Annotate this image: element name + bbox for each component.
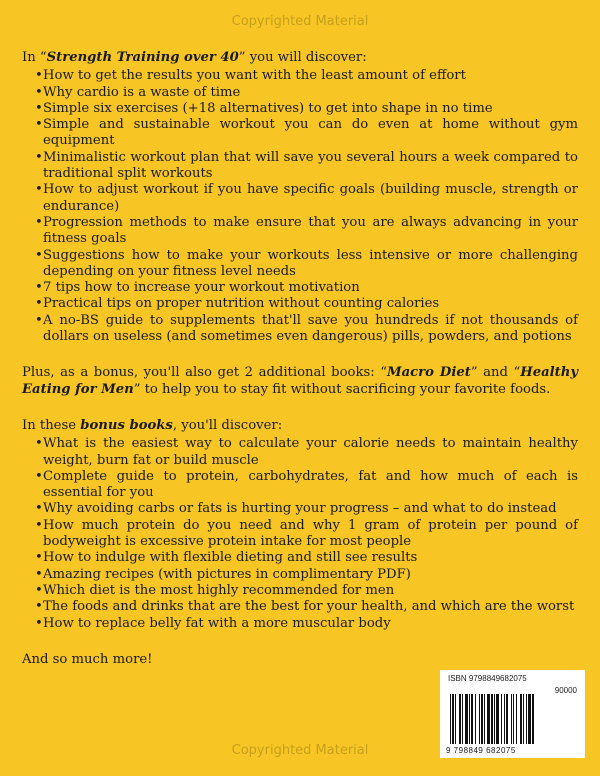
barcode-bar xyxy=(526,694,527,744)
barcode-bar xyxy=(491,694,493,744)
bonus-books-label: bonus books xyxy=(80,417,173,433)
barcode-bars-icon xyxy=(448,684,577,746)
section1-bullet-list xyxy=(36,68,578,345)
barcode-bar xyxy=(479,694,480,744)
section2-bullet-list xyxy=(36,436,578,632)
barcode-bar xyxy=(484,694,485,744)
book-title-strength-training: Strength Training over 40 xyxy=(46,50,239,65)
list-item: • Simple and sustainable workout you can do even at home without gym equipment xyxy=(36,117,578,150)
list-item: • What is the easiest way to calculate your calorie needs to maintain healthy weight, burn fat or build muscle xyxy=(36,436,578,469)
list-item: • A no-BS guide to supplements that'll save you hundreds if not thousands of dollars on useless (and sometimes even dangerous) pills, powders, and potions xyxy=(36,313,578,346)
barcode-bar xyxy=(450,694,451,744)
list-item: • The foods and drinks that are the best for your health, and which are the worst xyxy=(36,599,578,615)
barcode-bar xyxy=(501,694,502,744)
barcode-bar xyxy=(494,694,495,744)
section2-intro: In these bonus books, you'll discover: xyxy=(22,417,283,433)
barcode-bar xyxy=(481,694,483,744)
copyright-watermark-top: Copyrighted Material xyxy=(231,14,369,29)
barcode-bar xyxy=(471,694,473,744)
barcode-digits: 9 798849 682075 xyxy=(446,746,516,755)
barcode-bar xyxy=(511,694,512,744)
barcode-bar xyxy=(523,694,524,744)
book-title-healthy-eating: Healthy Eating for Men xyxy=(22,365,579,397)
list-item: • How to indulge with flexible dieting and still see results xyxy=(36,550,578,566)
list-item: • Suggestions how to make your workouts less intensive or more challenging depending on your fitness level needs xyxy=(36,248,578,281)
barcode-bar xyxy=(532,694,534,744)
barcode-bar xyxy=(513,694,514,744)
list-item: • Why cardio is a waste of time xyxy=(36,85,578,101)
barcode-bar xyxy=(496,694,499,744)
barcode-bar xyxy=(475,694,476,744)
list-item: • Complete guide to protein, carbohydrates, fat and how much of each is essential for you xyxy=(36,469,578,502)
list-item: • Amazing recipes (with pictures in complimentary PDF) xyxy=(36,567,578,583)
isbn-label: ISBN 9798849682075 xyxy=(448,674,527,683)
list-item: • How to get the results you want with the least amount of effort xyxy=(36,68,578,84)
barcode-bar xyxy=(528,694,531,744)
list-item: • Which diet is the most highly recommended for men xyxy=(36,583,578,599)
list-item: • How much protein do you need and why 1 gram of protein per pound of bodyweight is excessive protein intake for most people xyxy=(36,518,578,551)
barcode-bar xyxy=(455,694,456,744)
list-item: • How to replace belly fat with a more muscular body xyxy=(36,616,578,632)
closing-line: And so much more! xyxy=(22,651,153,667)
list-item: • Progression methods to make ensure that you are always advancing in your fitness goals xyxy=(36,215,578,248)
copyright-watermark-bottom: Copyrighted Material xyxy=(231,743,369,758)
list-item: • Practical tips on proper nutrition without counting calories xyxy=(36,296,578,312)
price-code: 90000 xyxy=(554,686,577,695)
list-item: • Simple six exercises (+18 alternatives) to get into shape in no time xyxy=(36,101,578,117)
barcode-bar xyxy=(465,694,468,744)
barcode-bar xyxy=(469,694,470,744)
back-cover-text xyxy=(22,50,578,668)
list-item: • Why avoiding carbs or fats is hurting your progress – and what to do instead xyxy=(36,501,578,517)
barcode-bar xyxy=(462,694,463,744)
book-title-macro-diet: Macro Diet xyxy=(387,365,471,381)
list-item: • Minimalistic workout plan that will save you several hours a week compared to traditional split workouts xyxy=(36,150,578,183)
bonus-books-paragraph: Plus, as a bonus, you'll also get 2 additional books: “Macro Diet” and “Healthy Eating for Men” to help you to stay fit without sacrificing your favorite foods. xyxy=(22,365,579,397)
list-item: • How to adjust workout if you have specific goals (building muscle, strength or endurance) xyxy=(36,182,578,215)
barcode-bar xyxy=(516,694,517,744)
barcode-bar xyxy=(520,694,522,744)
barcode-bar xyxy=(459,694,461,744)
barcode-bar xyxy=(504,694,505,744)
barcode-bar xyxy=(452,694,454,744)
barcode-bar xyxy=(487,694,490,744)
barcode-bar xyxy=(506,694,508,744)
section1-intro: In “Strength Training over 40” you will discover: xyxy=(22,50,367,65)
list-item: • 7 tips how to increase your workout motivation xyxy=(36,280,578,296)
